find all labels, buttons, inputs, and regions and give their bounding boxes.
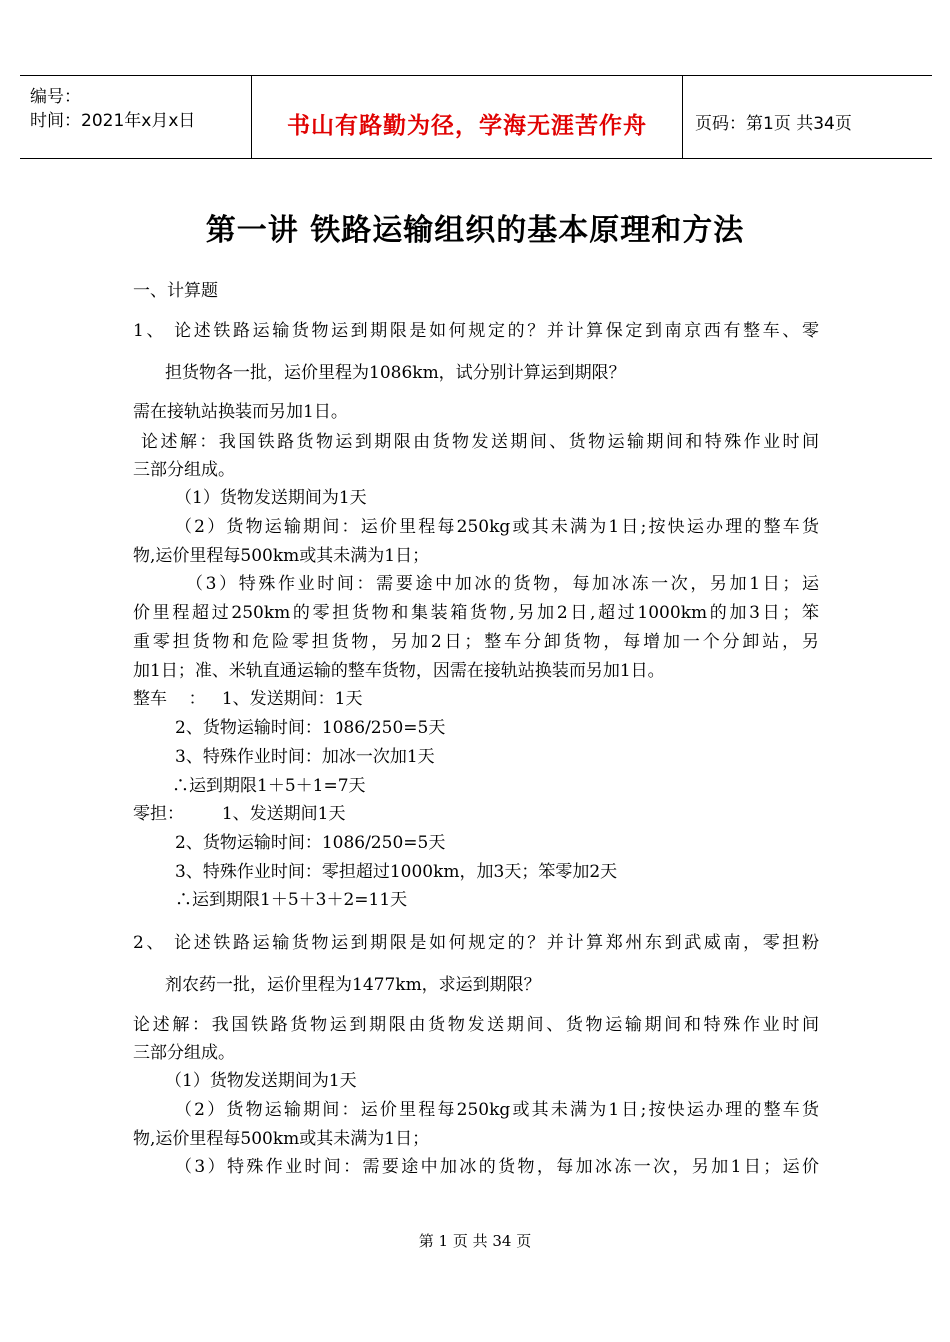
header-page-code: 页码：第1页 共34页: [695, 114, 852, 134]
answer-1-intro-line-2: 三部分组成。: [133, 460, 235, 480]
section-heading: 一、计算题: [133, 281, 218, 301]
answer-1-item-2-line-1: （2）货物运输期间：运价里程每250kg或其未满为1日;按快运办理的整车货: [175, 517, 819, 537]
document-time-label: 时间：2021年x月x日: [30, 111, 196, 131]
answer-2-intro-line-2: 三部分组成。: [133, 1043, 235, 1063]
question-1-line-1: 1、 论述铁路运输货物运到期限是如何规定的？并计算保定到南京西有整车、零: [133, 321, 819, 341]
less-than-carload-step-3: 3、特殊作业时间：零担超过1000km，加3天；笨零加2天: [175, 862, 618, 882]
page-header: [20, 75, 932, 159]
header-info-cell: [20, 76, 252, 158]
page-title: 第一讲 铁路运输组织的基本原理和方法: [205, 213, 745, 248]
whole-car-heading: 整车 ： 1、发送期间：1天: [133, 689, 363, 709]
page-footer: 第 1 页 共 34 页: [418, 1232, 532, 1250]
question-2-line-1: 2、 论述铁路运输货物运到期限是如何规定的？并计算郑州东到武威南，零担粉: [133, 933, 819, 953]
answer-1-item-3-line-4: 加1日；准、米轨直通运输的整车货物，因需在接轨站换装而另加1日。: [133, 661, 665, 681]
answer-2-item-2-line-1: （2）货物运输期间：运价里程每250kg或其未满为1日;按快运办理的整车货: [175, 1100, 819, 1120]
answer-2-intro-line-1: 论述解：我国铁路货物运到期限由货物发送期间、货物运输期间和特殊作业时间: [133, 1015, 819, 1035]
answer-2-item-2-line-2: 物,运价里程每500km或其未满为1日；: [133, 1129, 430, 1149]
less-than-carload-heading: 零担： 1、发送期间1天: [133, 804, 346, 824]
answer-1-item-1: （1）货物发送期间为1天: [175, 488, 367, 508]
whole-car-result: ∴运到期限1＋5＋1=7天: [172, 776, 366, 796]
header-motto-cell: [252, 76, 683, 158]
question-2-line-2: 剂农药一批，运价里程为1477km，求运到期限？: [165, 975, 541, 995]
whole-car-step-3: 3、特殊作业时间：加冰一次加1天: [175, 747, 435, 767]
answer-1-item-3-line-3: 重零担货物和危险零担货物，另加2日；整车分卸货物，每增加一个分卸站，另: [133, 632, 819, 652]
header-page-cell: [683, 76, 932, 158]
answer-1-item-2-line-2: 物,运价里程每500km或其未满为1日；: [133, 546, 430, 566]
question-1-line-2: 担货物各一批，运价里程为1086km，试分别计算运到期限？: [165, 363, 626, 383]
document-number-label: 编号：: [30, 87, 81, 107]
answer-1-item-3-line-1: （3）特殊作业时间：需要途中加冰的货物，每加冰冻一次，另加1日；运: [186, 574, 819, 594]
less-than-carload-step-2: 2、货物运输时间：1086/250=5天: [175, 833, 446, 853]
answer-2-item-3-line-1: （3）特殊作业时间：需要途中加冰的货物，每加冰冻一次，另加1日；运价: [175, 1157, 819, 1177]
answer-1-intro-line-1: 论述解：我国铁路货物运到期限由货物发送期间、货物运输期间和特殊作业时间: [141, 432, 819, 452]
answer-1-item-3-line-2: 价里程超过250km的零担货物和集装箱货物,另加2日,超过1000km的加3日；笨: [133, 603, 819, 623]
header-motto: 书山有路勤为径，学海无涯苦作舟: [287, 112, 647, 139]
whole-car-step-2: 2、货物运输时间：1086/250=5天: [175, 718, 446, 738]
answer-2-item-1: （1）货物发送期间为1天: [165, 1071, 357, 1091]
less-than-carload-result: ∴运到期限1＋5＋3＋2=11天: [175, 890, 408, 910]
body-line: 需在接轨站换装而另加1日。: [133, 402, 348, 422]
